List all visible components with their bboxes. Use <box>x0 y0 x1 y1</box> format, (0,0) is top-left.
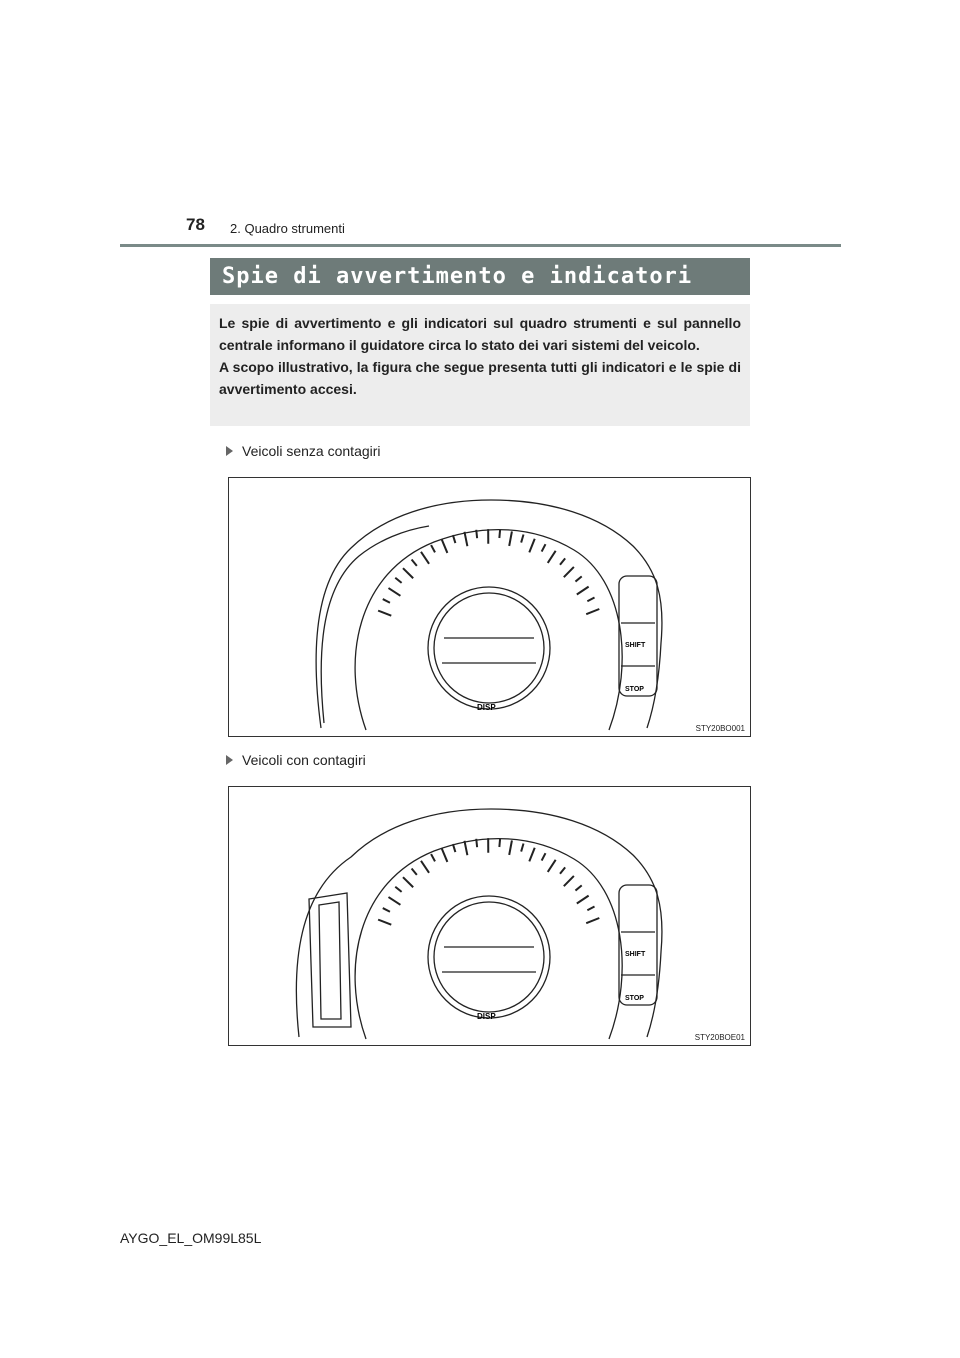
bullet-arrow-icon <box>226 755 233 765</box>
dial-tick <box>586 918 599 923</box>
figure-cluster-2 <box>228 786 751 1046</box>
dial-tick <box>476 530 477 538</box>
dial-tick <box>509 840 512 854</box>
cluster-dial-ring <box>355 530 622 730</box>
variant-label-1 <box>226 443 381 459</box>
dial-tick <box>577 587 589 595</box>
dial-tick <box>421 552 429 564</box>
section-title: 2. Quadro strumenti <box>230 221 345 236</box>
dial-tick <box>529 848 534 862</box>
instrument-cluster-icon <box>229 478 750 736</box>
dial-tick <box>548 860 556 872</box>
dial-tick <box>529 539 534 553</box>
dial-tick <box>575 576 581 581</box>
dial-tick <box>395 887 401 892</box>
dial-tick <box>542 544 546 551</box>
dial-tick <box>403 568 413 578</box>
cluster-right-pod <box>619 885 657 1005</box>
dial-tick <box>378 611 391 616</box>
dial-tick <box>564 567 574 577</box>
figure-cluster-1 <box>228 477 751 737</box>
shift-label: SHIFT <box>625 951 646 958</box>
shift-label: SHIFT <box>625 642 646 649</box>
dial-tick <box>383 599 390 603</box>
intro-line-1: Le spie di avvertimento e gli indicatori sul quadro strumenti e sul pannello centrale informano il guidatore circa lo stato dei vari sistemi del veicolo. <box>219 315 741 353</box>
dial-tick <box>587 598 594 602</box>
dial-tick <box>388 588 400 596</box>
bullet-arrow-icon <box>226 446 233 456</box>
intro-line-2: A scopo illustrativo, la figura che segue presenta tutti gli indicatori e le spie di avvertimento accesi. <box>219 359 741 397</box>
dial-tick <box>564 876 574 886</box>
header-rule <box>120 244 841 247</box>
dial-tick <box>453 535 455 543</box>
dial-tick <box>464 841 467 855</box>
dial-tick <box>499 839 500 847</box>
cluster-right-pod <box>619 576 657 696</box>
page-number: 78 <box>186 215 205 234</box>
intro-text <box>219 312 741 400</box>
disp-label: DISP <box>477 1012 496 1021</box>
dial-tick <box>509 531 512 545</box>
dial-tick <box>499 530 500 538</box>
dial-tick <box>395 578 401 583</box>
intro-box <box>210 304 750 426</box>
dial-tick <box>586 609 599 614</box>
dial-tick <box>587 907 594 911</box>
cluster-center-display <box>434 593 544 703</box>
dial-tick <box>412 559 417 565</box>
dial-tick <box>421 861 429 873</box>
dial-tick <box>560 867 565 873</box>
dial-tick <box>403 877 413 887</box>
dial-tick <box>453 844 455 852</box>
dial-tick <box>575 885 581 890</box>
dial-tick <box>442 848 448 861</box>
figure-code: STY20BO001 <box>695 724 745 733</box>
dial-tick <box>412 868 417 874</box>
dial-tick <box>431 545 435 552</box>
page-heading: Spie di avvertimento e indicatori <box>222 264 693 289</box>
dial-ticks <box>378 529 599 616</box>
cluster-outer-housing <box>296 809 662 1037</box>
cluster-left-lip <box>321 526 429 723</box>
variant-label-text: Veicoli con contagiri <box>242 752 366 768</box>
dial-tick <box>388 897 400 905</box>
dial-tick <box>383 908 390 912</box>
heading-box <box>210 258 750 295</box>
figure-code: STY20BOE01 <box>694 1033 745 1042</box>
dial-tick <box>542 853 546 860</box>
cluster-center-display <box>434 902 544 1012</box>
disp-label: DISP <box>477 703 496 712</box>
tachometer-bar <box>309 893 351 1027</box>
instrument-cluster-icon <box>229 787 750 1045</box>
dial-tick <box>476 839 477 847</box>
footer-manual-code: AYGO_EL_OM99L85L <box>120 1230 262 1246</box>
dial-tick <box>464 532 467 546</box>
variant-label-text: Veicoli senza contagiri <box>242 443 381 459</box>
dial-tick <box>560 558 565 564</box>
stop-label: STOP <box>625 995 644 1002</box>
cluster-dial-ring <box>355 839 622 1039</box>
dial-tick <box>521 844 523 852</box>
dial-tick <box>442 539 448 552</box>
dial-tick <box>431 854 435 861</box>
dial-tick <box>378 920 391 925</box>
dial-ticks <box>378 838 599 925</box>
dial-tick <box>548 551 556 563</box>
variant-label-2 <box>226 752 366 768</box>
dial-tick <box>577 896 589 904</box>
stop-label: STOP <box>625 686 644 693</box>
dial-tick <box>521 535 523 543</box>
